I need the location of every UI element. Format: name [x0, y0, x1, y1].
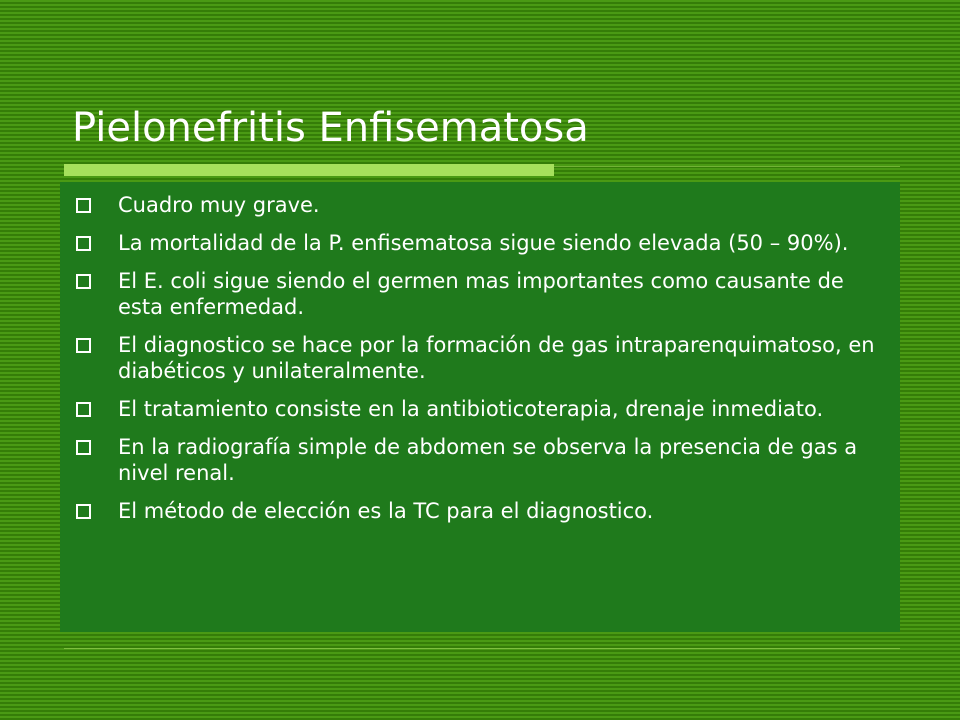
list-item [60, 434, 900, 486]
list-item [60, 498, 900, 524]
bullet-text: La mortalidad de la P. enfisematosa sigue siendo elevada (50 – 90%). [118, 231, 849, 255]
footer-divider [64, 648, 900, 649]
bullet-text: En la radiografía simple de abdomen se observa la presencia de gas a nivel renal. [118, 435, 858, 485]
bullet-text: El diagnostico se hace por la formación de gas intraparenquimatoso, en diabéticos y unilateralmente. [118, 333, 875, 383]
bullet-list [60, 192, 900, 536]
list-item [60, 396, 900, 422]
list-item [60, 230, 900, 256]
hollow-square-icon [76, 198, 91, 213]
title-accent-bar [64, 164, 554, 176]
bullet-text: El tratamiento consiste en la antibioticoterapia, drenaje inmediato. [118, 397, 824, 421]
hollow-square-icon [76, 236, 91, 251]
bullet-text: El método de elección es la TC para el diagnostico. [118, 499, 654, 523]
bullet-text: Cuadro muy grave. [118, 193, 320, 217]
hollow-square-icon [76, 274, 91, 289]
hollow-square-icon [76, 504, 91, 519]
hollow-square-icon [76, 402, 91, 417]
bullet-text: El E. coli sigue siendo el germen mas importantes como causante de esta enfermedad. [118, 269, 844, 319]
content-box [60, 182, 900, 632]
hollow-square-icon [76, 440, 91, 455]
slide-title: Pielonefritis Enfisematosa [72, 105, 589, 151]
list-item [60, 268, 900, 320]
list-item [60, 192, 900, 218]
title-divider [554, 166, 900, 167]
list-item [60, 332, 900, 384]
hollow-square-icon [76, 338, 91, 353]
